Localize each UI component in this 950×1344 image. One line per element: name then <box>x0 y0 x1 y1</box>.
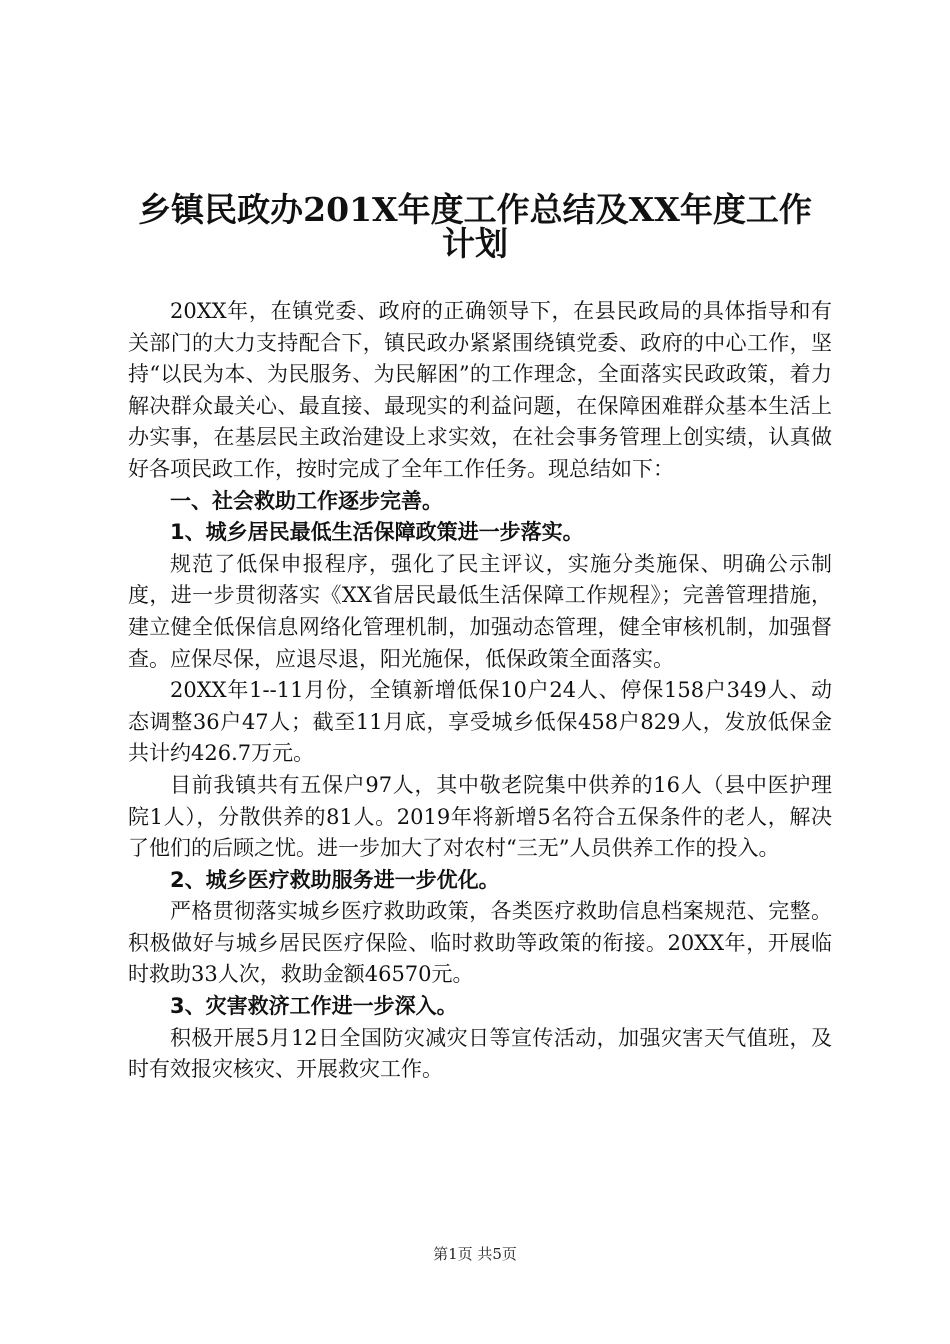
paragraph-intro: 20XX年，在镇党委、政府的正确领导下，在县民政局的具体指导和有关部门的大力支持配合下，镇民政办紧紧围绕镇党委、政府的中心工作，坚持“以民为本、为民服务、为民解困”的工作理念，全面落实民政政策，着力解决群众最关心、最直接、最现实的利益问题，在保障困难群众基本生活上办实事，在基层民主政治建设上求实效，在社会事务管理上创实绩，认真做好各项民政工作，按时完成了全年工作任务。现总结如下： <box>128 299 832 481</box>
subsection-heading-1-1: 1、城乡居民最低生活保障政策进一步落实。 <box>170 520 584 545</box>
document-body <box>128 296 832 1086</box>
paragraph-low-income-policy: 规范了低保申报程序，强化了民主评议，实施分类施保、明确公示制度，进一步贯彻落实《XX省居民最低生活保障工作规程》；完善管理措施，建立健全低保信息网络化管理机制，加强动态管理，健全审核机制，加强督查。应保尽保，应退尽退，阳光施保，低保政策全面落实。 <box>128 551 832 671</box>
document-title-line-1: 乡镇民政办201X年度工作总结及XX年度工作 <box>138 190 812 229</box>
paragraph-medical-aid: 严格贯彻落实城乡医疗救助政策，各类医疗救助信息档案规范、完整。积极做好与城乡居民医疗保险、临时救助等政策的衔接。20XX年，开展临时救助33人次，救助金额46570元。 <box>128 899 832 987</box>
document-title-line-2: 计划 <box>442 224 508 263</box>
paragraph-low-income-stats: 20XX年1--11月份，全镇新增低保10户24人、停保158户349人、动态调整36户47人；截至11月底，享受城乡低保458户829人，发放低保金共计约426.7万元。 <box>128 678 832 766</box>
subsection-heading-1-3: 3、灾害救济工作进一步深入。 <box>170 994 458 1019</box>
paragraph-disaster-relief: 积极开展5月12日全国防灾减灾日等宣传活动，加强灾害天气值班，及时有效报灾核灾、开展救灾工作。 <box>128 1025 832 1082</box>
paragraph-five-guarantee: 目前我镇共有五保户97人，其中敬老院集中供养的16人（县中医护理院1人），分散供养的81人。2019年将新增5名符合五保条件的老人，解决了他们的后顾之忧。进一步加大了对农村“三无”人员供养工作的投入。 <box>128 772 832 861</box>
page-footer: 第1页 共5页 <box>433 1245 517 1263</box>
section-heading-1: 一、社会救助工作逐步完善。 <box>170 488 443 513</box>
subsection-heading-1-2: 2、城乡医疗救助服务进一步优化。 <box>170 867 500 892</box>
